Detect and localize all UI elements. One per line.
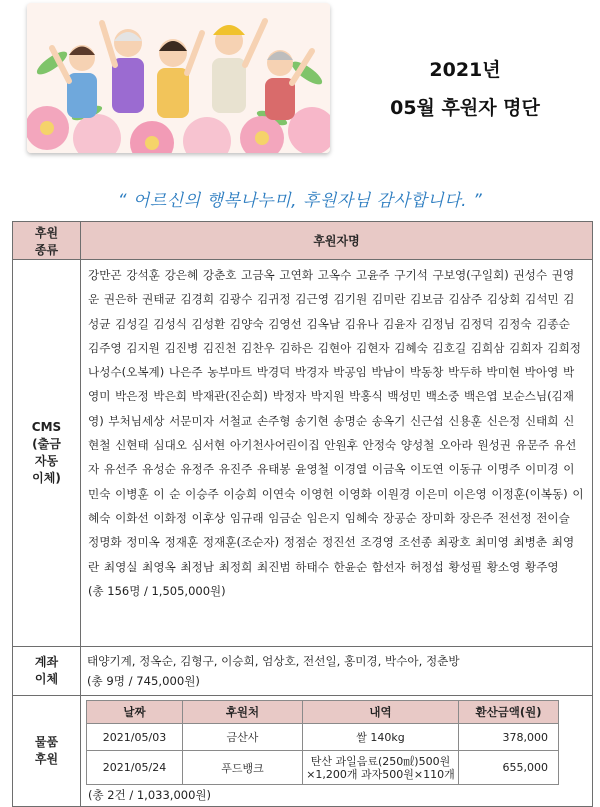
table-row xyxy=(87,724,559,751)
account-cell xyxy=(81,647,593,696)
page-title: 05월 후원자 명단 xyxy=(390,97,540,119)
account-summary: (총 9명 / 745,000원) xyxy=(87,674,200,688)
goods-amount: 378,000 xyxy=(459,724,559,751)
type-header: 후원 종류 xyxy=(13,222,81,260)
goods-table xyxy=(86,700,559,785)
cms-label: CMS (출금 자동 이체) xyxy=(13,260,81,647)
goods-cell xyxy=(81,696,593,807)
donor-table xyxy=(12,221,593,807)
goods-date: 2021/05/24 xyxy=(87,751,183,785)
goods-donor: 금산사 xyxy=(183,724,303,751)
donor-name-header: 후원자명 xyxy=(81,222,593,260)
goods-detail: 탄산 과일음료(250㎖)500원×1,200개 과자500원×110개 xyxy=(303,751,459,785)
goods-date-header: 날짜 xyxy=(87,701,183,724)
goods-amount-header: 환산금액(원) xyxy=(459,701,559,724)
cheering-people-banner xyxy=(27,3,330,153)
year-title: 2021년 xyxy=(429,59,501,81)
cms-summary: (총 156명 / 1,505,000원) xyxy=(88,583,226,598)
thanks-quote: “ 어르신의 행복나누미, 후원자님 감사합니다. ” xyxy=(117,191,483,211)
goods-summary: (총 2건 / 1,033,000원) xyxy=(88,788,211,802)
cms-cell xyxy=(81,260,593,647)
goods-donor: 푸드뱅크 xyxy=(183,751,303,785)
table-row xyxy=(87,751,559,785)
goods-detail: 쌀 140kg xyxy=(303,724,459,751)
goods-date: 2021/05/03 xyxy=(87,724,183,751)
goods-donor-header: 후원처 xyxy=(183,701,303,724)
account-donor-names: 태양기계, 정옥순, 김형구, 이승희, 엄상호, 전선일, 홍미경, 박수아, 정춘방 xyxy=(87,654,460,668)
goods-detail-header: 내역 xyxy=(303,701,459,724)
cms-donor-names: 강만곤 강석훈 강은혜 강춘호 고금옥 고연화 고옥수 고윤주 구기석 구보영(구일회) 권성수 권영운 권은하 권태균 김경희 김광수 김귀정 김근영 김기원 김미란 김보금 김삼주 김상회 김석민 김성균 김성길 김성식 김성환 김양숙 김영선 김옥남 김유나 김윤자 김정님 김정덕 김정숙 김종순 김주영 김지원 김진병 김진천 김찬우 김하은 김현아 김현자 김혜숙 김호길 김희삼 김희자 김희정 나성수(오복계) 나은주 농부마트 박경덕 박경자 박공임 박남이 박동창 박두하 박미현 박아영 박영미 박은정 박은희 박재관(진순희) 박정자 박지원 박홍식 백성민 백소중 백은엽 보순스님(김재영) 부처님세상 서문미자 서철교 손주형 송기현 송명순 송옥기 신근섭 신용훈 신은정 신태희 신현철 신현태 심대오 심서현 아기천사어린이집 안원후 안정숙 양성철 오아라 원성권 유문주 유선자 유선주 유성순 유정주 유진주 유태봉 윤영철 이경열 이금옥 이도연 이동규 이명주 이미경 이민숙 이병훈 이 순 이승주 이승희 이연숙 이영헌 이영화 이원경 이은미 이은영 이정훈(이복동) 이혜숙 이화선 이화정 이후상 임규래 임금순 임은지 임혜숙 장공순 장미화 장은주 전선정 전이슬 정명화 정미옥 정재훈 정재훈(조순자) 정점순 정진선 조경영 조선종 최광호 최미영 최병춘 최영란 최영실 최영옥 최정남 최정희 최진범 하태수 한윤순 함선자 허정섭 황성필 황소영 황주영 xyxy=(88,268,584,574)
goods-label: 물품 후원 xyxy=(13,696,81,807)
account-label: 계좌 이체 xyxy=(13,647,81,696)
goods-amount: 655,000 xyxy=(459,751,559,785)
